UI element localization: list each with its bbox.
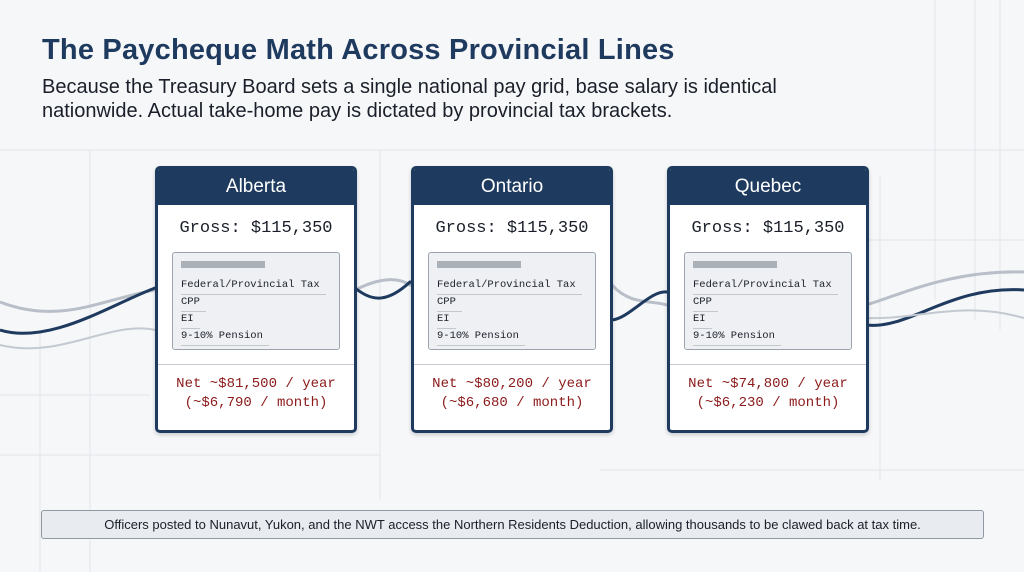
deduction-item: Federal/Provincial Tax	[181, 278, 326, 295]
net-month: (~$6,680 / month)	[440, 395, 584, 411]
deduction-item: 9-10% Pension	[437, 329, 525, 346]
deductions-box	[428, 252, 596, 350]
deduction-item: 9-10% Pension	[693, 329, 781, 346]
card-ontario	[411, 166, 613, 433]
deduction-item: CPP	[693, 295, 718, 312]
redacted-bar	[437, 261, 521, 268]
redacted-bar	[693, 261, 777, 268]
divider	[414, 364, 610, 365]
net-year: Net ~$80,200 / year	[432, 376, 592, 392]
card-header: Ontario	[414, 169, 610, 205]
net-month: (~$6,230 / month)	[696, 395, 840, 411]
gross-salary: Gross: $115,350	[179, 219, 333, 238]
net-month: (~$6,790 / month)	[184, 395, 328, 411]
footnote: Officers posted to Nunavut, Yukon, and the NWT access the Northern Residents Deduction, allowing thousands to be clawed back at tax time.	[41, 510, 984, 539]
deduction-item: EI	[693, 312, 712, 329]
card-header: Quebec	[670, 169, 866, 205]
page-title: The Paycheque Math Across Provincial Lines	[42, 34, 675, 66]
net-year: Net ~$74,800 / year	[688, 376, 848, 392]
card-quebec	[667, 166, 869, 433]
deductions-box	[684, 252, 852, 350]
divider	[158, 364, 354, 365]
gross-salary: Gross: $115,350	[435, 219, 589, 238]
card-header: Alberta	[158, 169, 354, 205]
deduction-item: EI	[437, 312, 456, 329]
divider	[670, 364, 866, 365]
deductions-box	[172, 252, 340, 350]
deduction-item: 9-10% Pension	[181, 329, 269, 346]
page-subtitle: Because the Treasury Board sets a single national pay grid, base salary is identical nationwide. Actual take-home pay is dictated by provincial tax brackets.	[42, 76, 777, 122]
deduction-item: Federal/Provincial Tax	[693, 278, 838, 295]
redacted-bar	[181, 261, 265, 268]
deduction-item: Federal/Provincial Tax	[437, 278, 582, 295]
deduction-item: EI	[181, 312, 200, 329]
deduction-item: CPP	[437, 295, 462, 312]
gross-salary: Gross: $115,350	[691, 219, 845, 238]
card-alberta	[155, 166, 357, 433]
deduction-item: CPP	[181, 295, 206, 312]
net-year: Net ~$81,500 / year	[176, 376, 336, 392]
